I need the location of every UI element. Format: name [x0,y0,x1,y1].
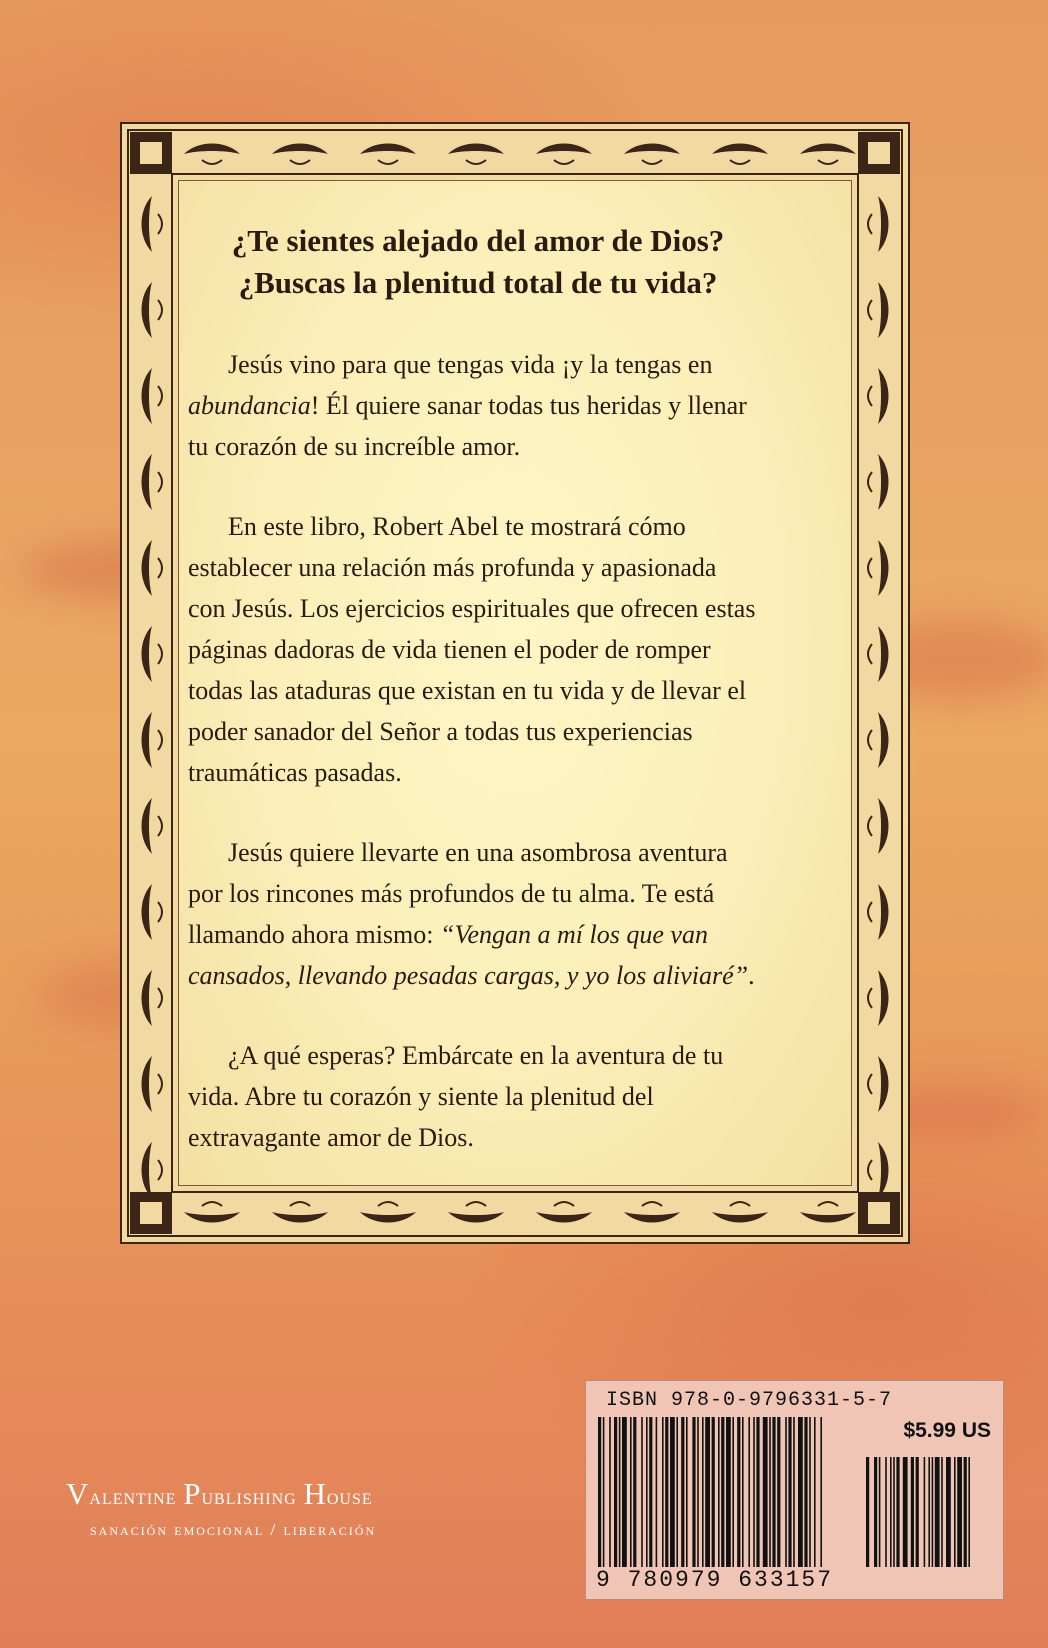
publisher-word-2: ublishing [201,1484,304,1509]
paragraph-1-text-b: ! Él quiere sanar todas tus heridas y llenar tu corazón de su increíble amor. [188,391,747,461]
paragraph-3-text-b: . [748,961,755,990]
headline-line-2: ¿Buscas la plenitud total de tu vida? [238,265,718,300]
publisher-initial-p: P [183,1476,202,1511]
publisher-word-3: ouse [326,1484,373,1509]
paragraph-3 [188,832,758,996]
publisher-initial-h: H [303,1476,327,1511]
headline [168,220,788,304]
paragraph-2: En este libro, Robert Abel te mostrará cómo establecer una relación más profunda y apasionada con Jesús. Los ejercicios espirituales que ofrecen estas páginas dadoras de vida tienen el poder de romper todas las ataduras que existan en tu vida y de llevar el poder sanador del Señor a todas tus experiencias traumáticas pasadas. [188,512,756,787]
paragraph-3-quote: “Vengan a mí los que van cansados, llevando pesadas cargas, y yo los aliviaré” [188,920,749,990]
ornamental-frame [120,122,910,1244]
publisher-name [66,1476,373,1512]
paragraph-1-emphasis: abundancia [188,391,311,420]
isbn-number: ISBN 978-0-9796331-5-7 [606,1389,893,1412]
paragraph-1 [188,344,758,467]
category-label: sanación emocional / liberación [90,1520,377,1539]
headline-line-1: ¿Te sientes alejado del amor de Dios? [231,223,725,258]
price-label: $5.99 US [903,1419,991,1442]
ean-digits: 9 780979 633157 [596,1567,834,1593]
paragraph-1-text-a: Jesús vino para que tengas vida ¡y la tengas en [228,350,713,379]
blurb [188,220,758,1197]
paragraph-3-text-a: Jesús quiere llevarte en una asombrosa aventura por los rincones más profundos de tu alma. Te está llamando ahora mismo: [188,838,728,949]
publisher-word-1: alentine [89,1484,184,1509]
paragraph-4: ¿A qué esperas? Embárcate en la aventura de tu vida. Abre tu corazón y siente la plenitud del extravagante amor de Dios. [188,1041,724,1152]
publisher-initial-v: V [66,1476,90,1511]
barcode-box [585,1380,1004,1600]
